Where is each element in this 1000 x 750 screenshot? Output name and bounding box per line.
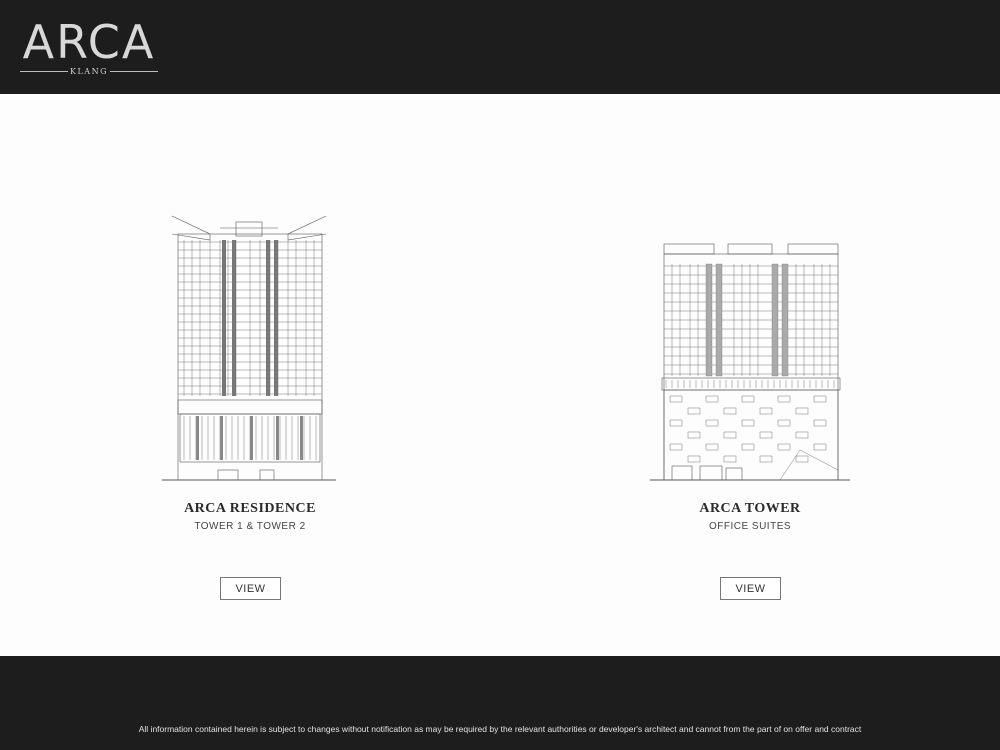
logo-divider-right xyxy=(110,71,158,72)
project-subtitle: OFFICE SUITES xyxy=(708,521,792,532)
project-title: ARCA RESIDENCE xyxy=(184,501,316,516)
project-title: ARCA TOWER xyxy=(699,501,801,516)
arca-tower-elevation-drawing xyxy=(600,94,900,494)
logo-wordmark: ARCA xyxy=(22,15,156,69)
view-residence-button[interactable]: VIEW xyxy=(220,577,281,600)
project-card-tower xyxy=(600,94,900,656)
arca-residence-elevation-drawing xyxy=(100,94,400,494)
project-subtitle: TOWER 1 & TOWER 2 xyxy=(194,521,306,532)
project-selection xyxy=(0,94,1000,656)
header-bar xyxy=(0,0,1000,94)
footer-bar xyxy=(0,656,1000,750)
project-card-residence xyxy=(100,94,400,656)
arca-klang-logo[interactable] xyxy=(18,15,160,78)
view-tower-button[interactable]: VIEW xyxy=(720,577,781,600)
logo-subline xyxy=(18,66,160,78)
logo-location: KLANG xyxy=(70,67,108,76)
legal-disclaimer: All information contained herein is subject to changes without notification as may be required by the relevant authorities or developer's architect and cannot from the part of on offer and contract xyxy=(138,724,862,734)
